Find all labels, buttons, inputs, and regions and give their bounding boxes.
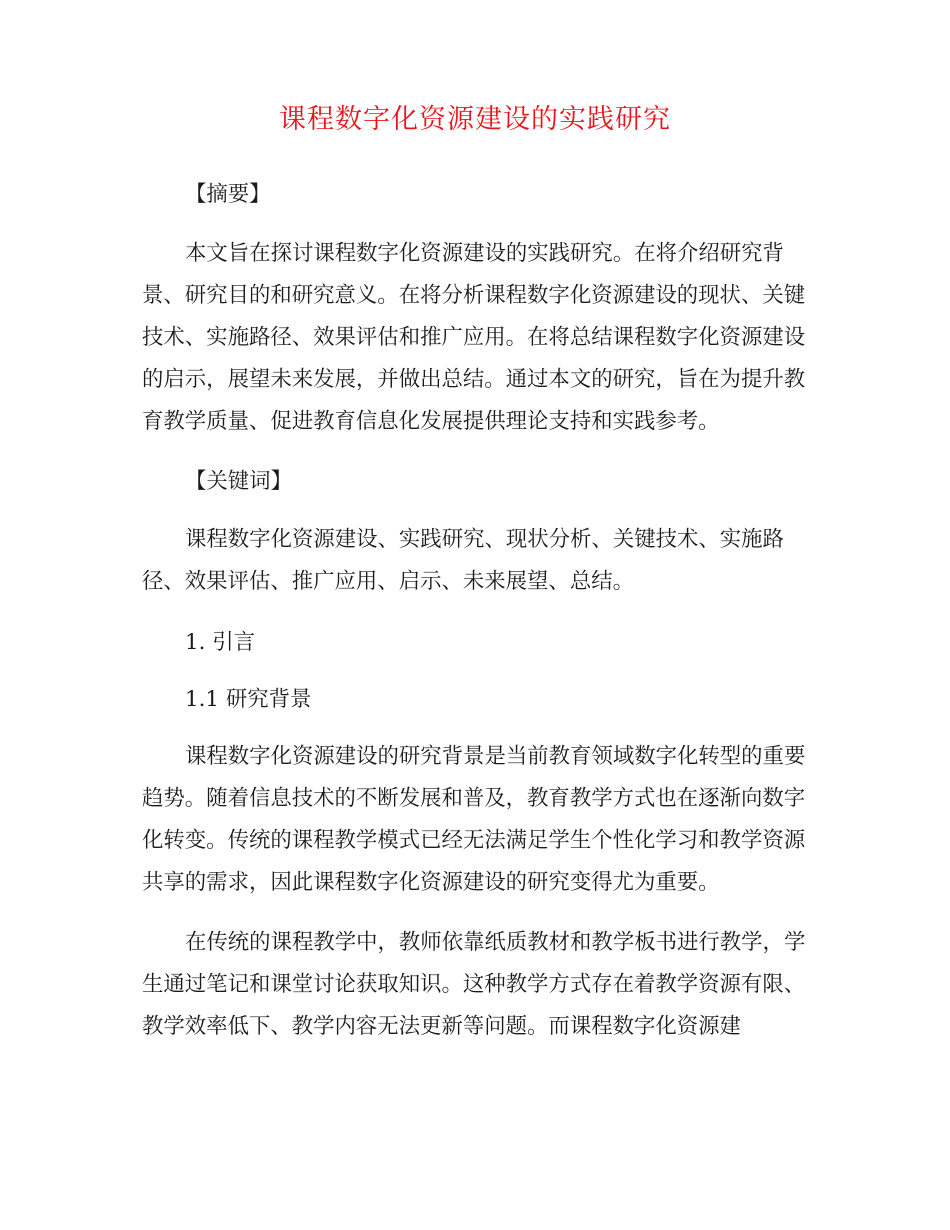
keywords-body: 课程数字化资源建设、实践研究、现状分析、关键技术、实施路径、效果评估、推广应用、启示、未来展望、总结。 [142,527,784,594]
body-paragraph: 在传统的课程教学中，教师依靠纸质教材和教学板书进行教学，学生通过笔记和课堂讨论获取知识。这种教学方式存在着教学资源有限、教学效率低下、教学内容无法更新等问题。而课程数字化资源建 [142,930,806,1039]
document-title: 课程数字化资源建设的实践研究 [279,104,671,135]
body-paragraph: 课程数字化资源建设的研究背景是当前教育领域数字化转型的重要趋势。随着信息技术的不断发展和普及，教育教学方式也在逐渐向数字化转变。传统的课程教学模式已经无法满足学生个性化学习和教学资源共享的需求，因此课程数字化资源建设的研究变得尤为重要。 [142,744,806,895]
subsection-heading-background: 1.1 研究背景 [185,687,312,712]
abstract-heading: 【摘要】 [185,182,271,207]
keywords-heading: 【关键词】 [185,469,292,494]
section-heading-introduction: 1. 引言 [185,630,255,655]
abstract-body: 本文旨在探讨课程数字化资源建设的实践研究。在将介绍研究背景、研究目的和研究意义。在将分析课程数字化资源建设的现状、关键技术、实施路径、效果评估和推广应用。在将总结课程数字化资源建设的启示，展望未来发展，并做出总结。通过本文的研究，旨在为提升教育教学质量、促进教育信息化发展提供理论支持和实践参考。 [142,241,806,434]
